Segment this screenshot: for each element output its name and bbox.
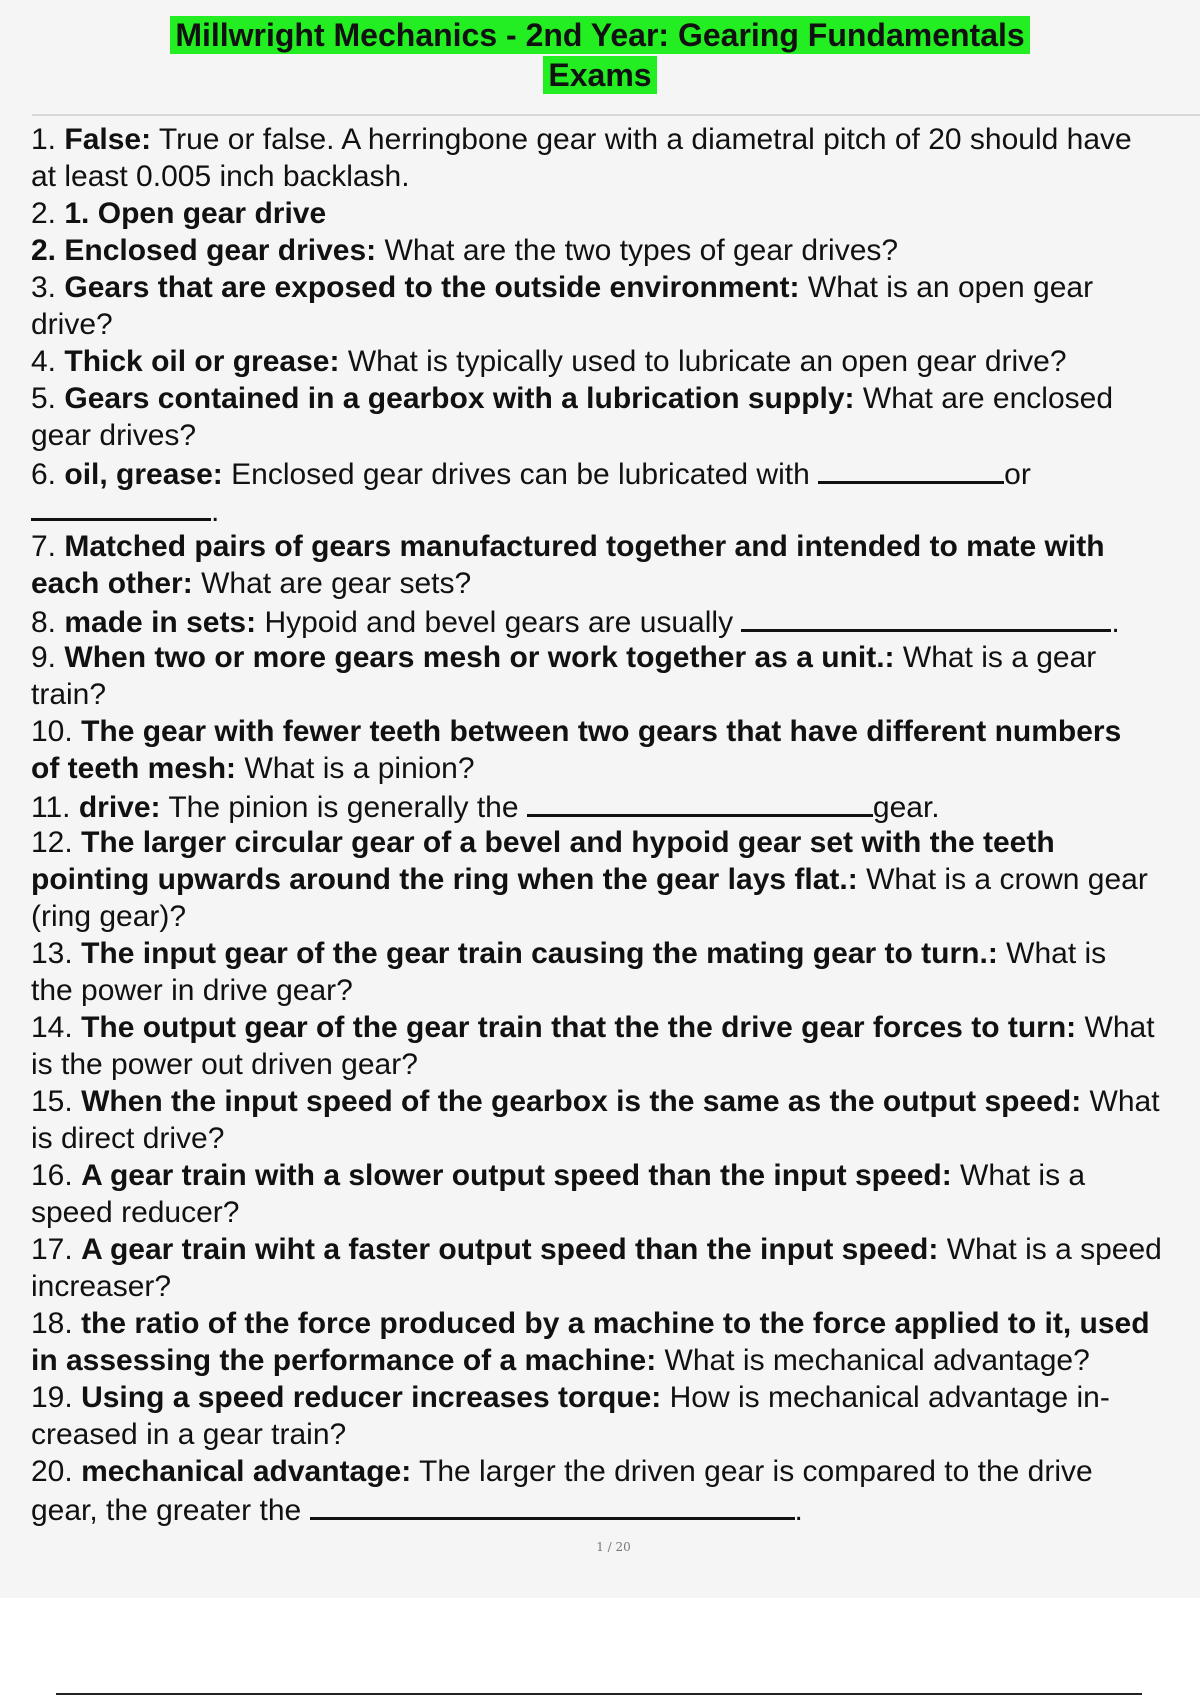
list-item — [31, 454, 1200, 491]
item-question-end: . — [794, 1494, 803, 1527]
item-number: 11. — [31, 791, 71, 824]
item-number: 5. — [31, 382, 57, 415]
item-question-end: . — [211, 495, 220, 528]
item-question-part: True or false. A herringbone gear with a diametral pitch of 20 should have — [158, 123, 1132, 156]
list-item-continued — [31, 1194, 1200, 1231]
item-answer: When two or more gears mesh or work together as a unit.: — [64, 641, 895, 674]
title-divider — [32, 114, 1200, 116]
list-item — [31, 528, 1200, 565]
item-answer-line-1: 1. Open gear drive — [64, 197, 327, 230]
item-answer-part: The larger circular gear of a bevel and hypoid gear set with the teeth — [81, 826, 1055, 859]
item-number: 15. — [31, 1085, 73, 1118]
item-question-part: What — [1089, 1085, 1160, 1118]
qa-list — [31, 121, 1200, 1527]
list-item-continued — [31, 1046, 1200, 1083]
list-item-continued — [31, 1120, 1200, 1157]
item-answer-part: each other: — [31, 567, 193, 600]
list-item-continued — [31, 1490, 1200, 1527]
item-number: 9. — [31, 641, 57, 674]
list-item — [31, 1157, 1200, 1194]
item-question: What are gear sets? — [201, 567, 472, 600]
item-number: 3. — [31, 271, 57, 304]
list-item — [31, 824, 1200, 861]
item-answer: When the input speed of the gearbox is the same as the output speed: — [81, 1085, 1082, 1118]
list-item — [31, 1231, 1200, 1268]
item-answer-part: Matched pairs of gears manufactured together and intended to mate with — [64, 530, 1105, 563]
item-question: What is a pinion? — [244, 752, 475, 785]
item-question-part: train? — [31, 678, 107, 711]
item-question-part: is the power out driven gear? — [31, 1048, 418, 1081]
item-number: 14. — [31, 1011, 73, 1044]
item-answer: made in sets: — [64, 606, 257, 639]
list-item-continued — [31, 491, 1200, 528]
item-question-part: What — [1084, 1011, 1155, 1044]
list-item — [31, 121, 1200, 158]
list-item — [31, 343, 1200, 380]
item-answer: The output gear of the gear train that the the drive gear forces to turn: — [81, 1011, 1077, 1044]
item-number: 17. — [31, 1233, 73, 1266]
item-number: 10. — [31, 715, 73, 748]
list-item-continued — [31, 565, 1200, 602]
item-question-part: What is a speed — [946, 1233, 1162, 1266]
item-answer-part: in assessing the performance of a machine: — [31, 1344, 657, 1377]
list-item — [31, 787, 1200, 824]
fill-in-blank — [527, 787, 873, 817]
fill-in-blank — [818, 454, 1004, 484]
item-answer: The input gear of the gear train causing the mating gear to turn.: — [81, 937, 998, 970]
item-question-part: What is a crown gear — [866, 863, 1148, 896]
item-answer: oil, grease: — [64, 458, 223, 491]
item-number: 13. — [31, 937, 73, 970]
item-question-part: gear, the greater the — [31, 1494, 302, 1527]
item-question-part: increaser? — [31, 1270, 172, 1303]
fill-in-blank — [741, 602, 1111, 632]
item-number: 8. — [31, 606, 57, 639]
item-answer: A gear train wiht a faster output speed than the input speed: — [81, 1233, 939, 1266]
page-number: 1 / 20 — [596, 1540, 631, 1554]
list-item — [31, 195, 1200, 232]
fill-in-blank — [310, 1490, 795, 1520]
item-answer-line-2: 2. Enclosed gear drives: — [31, 234, 377, 267]
item-question-part: What are enclosed — [862, 382, 1114, 415]
list-item-continued — [31, 1268, 1200, 1305]
item-question-part: is direct drive? — [31, 1122, 225, 1155]
item-question-part: What is — [1006, 937, 1107, 970]
list-item — [31, 269, 1200, 306]
list-item-continued — [31, 861, 1200, 898]
item-question: What is typically used to lubricate an open gear drive? — [347, 345, 1067, 378]
item-question-part: or — [1004, 458, 1031, 491]
item-question-part: The pinion is generally the — [168, 791, 519, 824]
item-number: 7. — [31, 530, 57, 563]
item-number: 12. — [31, 826, 73, 859]
item-answer-part: the ratio of the force produced by a machine to the force applied to it, used — [81, 1307, 1150, 1340]
item-answer: False: — [64, 123, 152, 156]
item-answer-part: The gear with fewer teeth between two gears that have different numbers — [81, 715, 1122, 748]
list-item-continued — [31, 417, 1200, 454]
item-question-end: . — [1111, 606, 1120, 639]
item-number: 1. — [31, 123, 57, 156]
list-item — [31, 1083, 1200, 1120]
item-question-part: What is a — [960, 1159, 1086, 1192]
item-number: 6. — [31, 458, 57, 491]
list-item — [31, 1305, 1200, 1342]
list-item — [31, 1009, 1200, 1046]
list-item-continued — [31, 1416, 1200, 1453]
list-item-continued — [31, 158, 1200, 195]
item-question-part: creased in a gear train? — [31, 1418, 347, 1451]
item-answer: mechanical advantage: — [81, 1455, 412, 1488]
item-answer: Gears that are exposed to the outside environment: — [64, 271, 800, 304]
item-answer: Using a speed reducer increases torque: — [81, 1381, 662, 1414]
item-question-part: drive? — [31, 308, 113, 341]
list-item-continued — [31, 1342, 1200, 1379]
item-answer-part: pointing upwards around the ring when the gear lays flat.: — [31, 863, 858, 896]
item-question-part: The larger the driven gear is compared to the drive — [419, 1455, 1093, 1488]
item-number: 2. — [31, 197, 57, 230]
item-question-part: at least 0.005 inch backlash. — [31, 160, 410, 193]
list-item — [31, 639, 1200, 676]
item-answer-part: of teeth mesh: — [31, 752, 237, 785]
list-item — [31, 1453, 1200, 1490]
item-answer: Thick oil or grease: — [64, 345, 340, 378]
item-number: 20. — [31, 1455, 73, 1488]
page-title — [0, 16, 1200, 94]
item-answer: Gears contained in a gearbox with a lubrication supply: — [64, 382, 855, 415]
list-item-continued — [31, 750, 1200, 787]
item-question-part: the power in drive gear? — [31, 974, 353, 1007]
item-number: 16. — [31, 1159, 73, 1192]
item-number: 19. — [31, 1381, 73, 1414]
item-number: 18. — [31, 1307, 73, 1340]
item-question-part: What is a gear — [902, 641, 1097, 674]
list-item — [31, 1379, 1200, 1416]
fill-in-blank — [31, 491, 211, 521]
item-answer: A gear train with a slower output speed than the input speed: — [81, 1159, 952, 1192]
item-question-part: gear. — [872, 791, 940, 824]
list-item-continued — [31, 972, 1200, 1009]
item-question: What are the two types of gear drives? — [384, 234, 899, 267]
item-question-part: (ring gear)? — [31, 900, 187, 933]
title-line-2: Exams — [543, 56, 656, 94]
item-question-part: speed reducer? — [31, 1196, 240, 1229]
item-question-part: gear drives? — [31, 419, 197, 452]
list-item — [31, 713, 1200, 750]
item-question-part: Enclosed gear drives can be lubricated with — [231, 458, 810, 491]
title-line-1: Millwright Mechanics - 2nd Year: Gearing Fundamentals — [170, 16, 1029, 54]
item-question-part: What is an open gear — [807, 271, 1094, 304]
list-item — [31, 935, 1200, 972]
list-item — [31, 602, 1200, 639]
list-item-continued — [31, 898, 1200, 935]
list-item-continued — [31, 232, 1200, 269]
item-question-part: How is mechanical advantage in- — [669, 1381, 1110, 1414]
list-item-continued — [31, 306, 1200, 343]
list-item — [31, 380, 1200, 417]
bottom-divider — [56, 1693, 1142, 1695]
item-number: 4. — [31, 345, 57, 378]
item-question: What is mechanical advantage? — [664, 1344, 1090, 1377]
list-item-continued — [31, 676, 1200, 713]
item-answer: drive: — [78, 791, 161, 824]
item-question-part: Hypoid and bevel gears are usually — [264, 606, 734, 639]
